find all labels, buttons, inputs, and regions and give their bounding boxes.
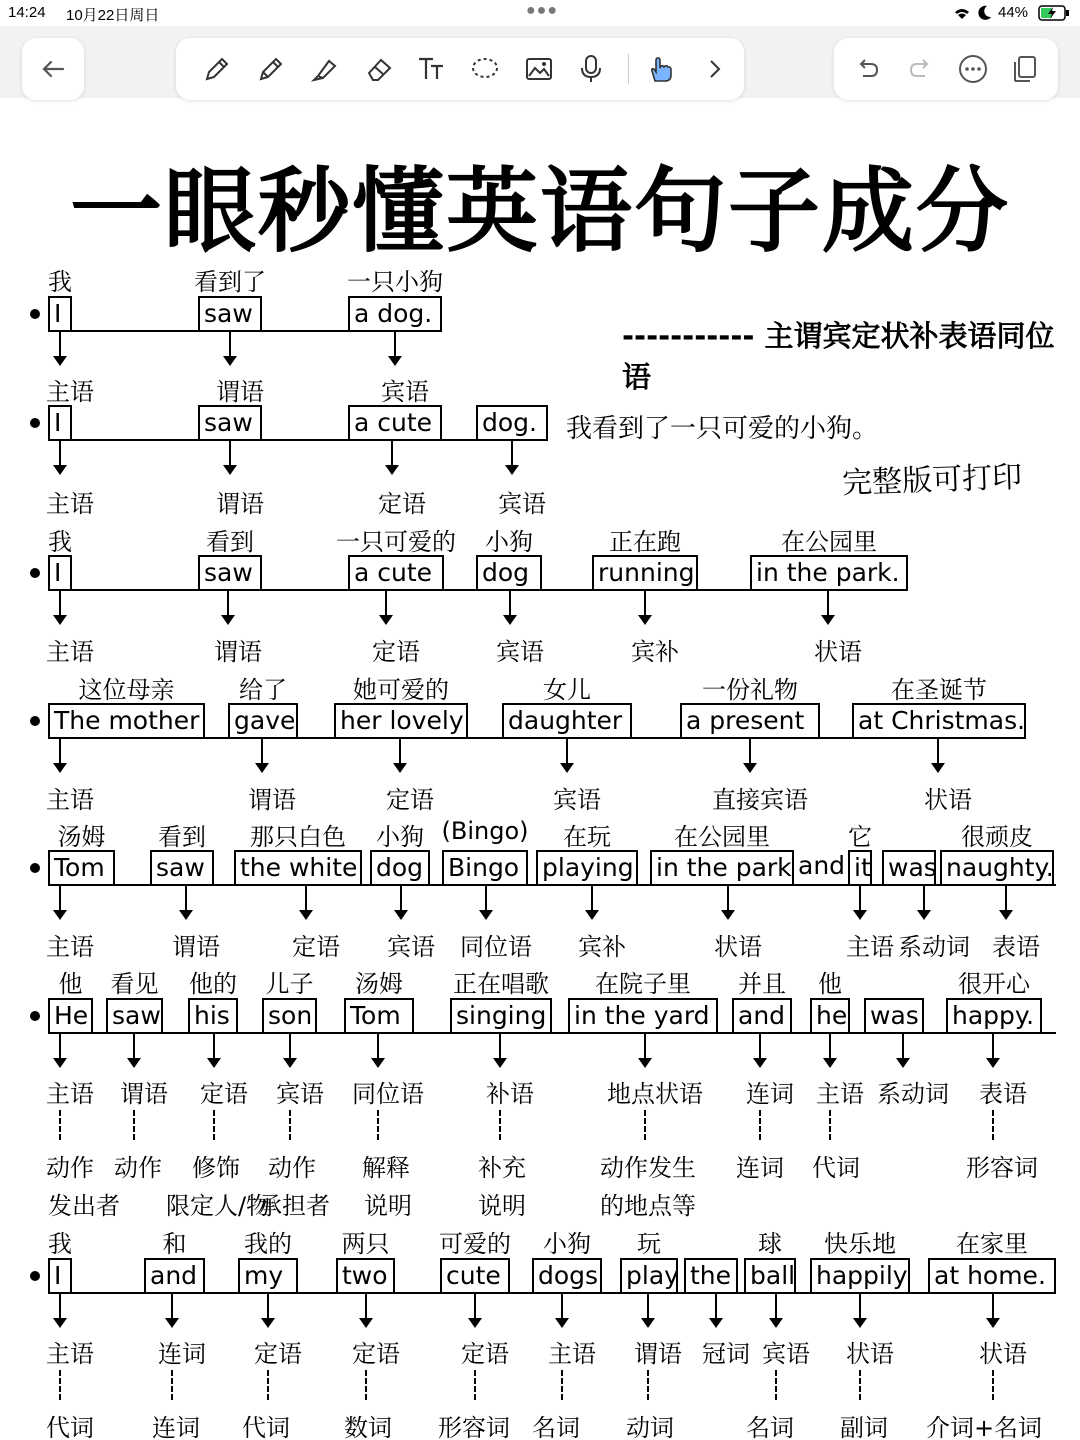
dashed-connector bbox=[474, 1370, 476, 1400]
chinese-gloss: 我 bbox=[48, 1230, 72, 1258]
down-arrow bbox=[715, 1294, 717, 1320]
down-arrow bbox=[644, 591, 646, 617]
bullet-dot bbox=[30, 1011, 40, 1021]
role-label: 地点状语 bbox=[607, 1080, 703, 1108]
role-label: 定语 bbox=[378, 490, 426, 518]
down-arrow bbox=[261, 739, 263, 765]
word-box: Bingo bbox=[442, 850, 528, 886]
explanation-line1: 动作 bbox=[268, 1154, 316, 1182]
word-box: Tom bbox=[48, 850, 115, 886]
down-arrow bbox=[227, 591, 229, 617]
role-label: 状语 bbox=[846, 1340, 894, 1368]
chinese-gloss: 看到 bbox=[158, 823, 206, 851]
role-label: 系动词 bbox=[877, 1080, 949, 1108]
role-label: 定语 bbox=[254, 1340, 302, 1368]
word-box: saw bbox=[198, 555, 262, 591]
explanation-line2: 限定人/物 bbox=[165, 1192, 271, 1220]
dashed-connector bbox=[289, 1110, 291, 1140]
word-box: I bbox=[48, 405, 72, 441]
word-box: he bbox=[810, 998, 850, 1034]
more-icon[interactable] bbox=[950, 38, 996, 100]
down-arrow bbox=[59, 1034, 61, 1060]
down-arrow bbox=[859, 1294, 861, 1320]
image-icon[interactable] bbox=[516, 38, 562, 100]
chinese-gloss: 快乐地 bbox=[824, 1230, 896, 1258]
down-arrow bbox=[923, 886, 925, 912]
role-label: 定语 bbox=[200, 1080, 248, 1108]
explanation-line2: 说明 bbox=[364, 1192, 412, 1220]
role-label: 主语 bbox=[46, 490, 94, 518]
explanation-line1: 连词 bbox=[152, 1414, 200, 1440]
redo-icon[interactable] bbox=[898, 38, 944, 100]
word-box: play bbox=[620, 1258, 678, 1294]
down-arrow bbox=[213, 1034, 215, 1060]
role-label: 宾语 bbox=[762, 1340, 810, 1368]
down-arrow bbox=[647, 1294, 649, 1320]
baseline bbox=[48, 439, 548, 441]
role-label: 宾语 bbox=[553, 786, 601, 814]
explanation-line1: 形容词 bbox=[966, 1154, 1038, 1182]
role-label: 直接宾语 bbox=[712, 786, 808, 814]
word-box: the bbox=[684, 1258, 738, 1294]
dashed-connector bbox=[365, 1370, 367, 1400]
explanation-line1: 连词 bbox=[736, 1154, 784, 1182]
chinese-gloss: 玩 bbox=[637, 1230, 661, 1258]
lasso-icon[interactable] bbox=[462, 38, 508, 100]
word-box: two bbox=[336, 1258, 395, 1294]
word-box: a present bbox=[680, 703, 820, 739]
dashed-connector bbox=[644, 1110, 646, 1140]
pencil-icon[interactable] bbox=[248, 38, 294, 100]
dashed-connector bbox=[213, 1110, 215, 1140]
down-arrow bbox=[827, 591, 829, 617]
down-arrow bbox=[133, 1034, 135, 1060]
word-box: a cute bbox=[348, 405, 442, 441]
multitask-dots-icon[interactable]: ●●● bbox=[526, 2, 558, 19]
role-label: 宾语 bbox=[496, 638, 544, 666]
word-box: a dog. bbox=[348, 296, 442, 332]
role-label: 表语 bbox=[992, 933, 1040, 961]
back-arrow-icon[interactable] bbox=[30, 38, 76, 100]
chinese-gloss: 小狗 bbox=[485, 528, 533, 556]
dashed-connector bbox=[759, 1110, 761, 1140]
down-arrow bbox=[365, 1294, 367, 1320]
wifi-icon bbox=[952, 6, 972, 20]
chinese-gloss: 球 bbox=[758, 1230, 782, 1258]
word-box: saw bbox=[198, 405, 262, 441]
down-arrow bbox=[859, 886, 861, 912]
chinese-gloss: 给了 bbox=[239, 676, 287, 704]
chinese-gloss: 汤姆 bbox=[355, 970, 403, 998]
dashed-connector bbox=[377, 1110, 379, 1140]
word-box: dogs bbox=[532, 1258, 602, 1294]
word-box: He bbox=[48, 998, 93, 1034]
chinese-gloss: 它 bbox=[848, 823, 872, 851]
dashed-connector bbox=[829, 1110, 831, 1140]
explanation-line1: 代词 bbox=[46, 1414, 94, 1440]
down-arrow bbox=[377, 1034, 379, 1060]
down-arrow bbox=[400, 886, 402, 912]
down-arrow bbox=[59, 1294, 61, 1320]
chinese-gloss: 和 bbox=[162, 1230, 187, 1258]
down-arrow bbox=[59, 332, 61, 358]
role-label: 谓语 bbox=[248, 786, 296, 814]
role-label: 谓语 bbox=[216, 490, 264, 518]
down-arrow bbox=[509, 591, 511, 617]
down-arrow bbox=[59, 739, 61, 765]
explanation-line1: 解释 bbox=[362, 1154, 410, 1182]
down-arrow bbox=[511, 441, 513, 467]
word-box: her lovely bbox=[334, 703, 468, 739]
word-box: dog bbox=[476, 555, 542, 591]
role-label: 状语 bbox=[714, 933, 762, 961]
role-label: 谓语 bbox=[120, 1080, 168, 1108]
chinese-gloss: 我 bbox=[48, 268, 72, 296]
role-label: 同位语 bbox=[352, 1080, 424, 1108]
bullet-dot bbox=[30, 863, 40, 873]
dashed-connector bbox=[992, 1370, 994, 1400]
word-box: in the yard bbox=[568, 998, 718, 1034]
down-arrow bbox=[229, 441, 231, 467]
chinese-gloss: 在家里 bbox=[956, 1230, 1028, 1258]
role-label: 连词 bbox=[746, 1080, 794, 1108]
explanation-line1: 介词+名词 bbox=[925, 1414, 1043, 1440]
chinese-gloss: 并且 bbox=[738, 970, 786, 998]
word-box: dog. bbox=[476, 405, 548, 441]
down-arrow bbox=[992, 1034, 994, 1060]
word-box: it bbox=[848, 850, 872, 886]
word-box: saw bbox=[150, 850, 214, 886]
side-note: ----------- 主谓宾定状补表语同位语 bbox=[622, 319, 1055, 394]
handwritten-note: 完整版可打印 bbox=[841, 459, 1023, 502]
role-label: 主语 bbox=[816, 1080, 864, 1108]
explanation-line1: 动作 bbox=[114, 1154, 162, 1182]
role-label: 定语 bbox=[352, 1340, 400, 1368]
role-label: 宾补 bbox=[631, 638, 679, 666]
down-arrow bbox=[399, 739, 401, 765]
chinese-gloss: 他 bbox=[58, 970, 83, 998]
word-box: in the park bbox=[650, 850, 794, 886]
explanation-line1: 名词 bbox=[746, 1414, 794, 1440]
eraser-icon[interactable] bbox=[356, 38, 402, 100]
role-label: 宾补 bbox=[578, 933, 626, 961]
word-box: running bbox=[592, 555, 698, 591]
role-label: 谓语 bbox=[172, 933, 220, 961]
role-label: 主语 bbox=[46, 378, 94, 406]
role-label: 定语 bbox=[292, 933, 340, 961]
role-label: 冠词 bbox=[702, 1340, 750, 1368]
down-arrow bbox=[185, 886, 187, 912]
word-box: cute bbox=[440, 1258, 510, 1294]
translation-text: 我看到了一只可爱的小狗。 bbox=[566, 414, 879, 444]
dashed-connector bbox=[775, 1370, 777, 1400]
explanation-line1: 动词 bbox=[626, 1414, 674, 1440]
word-box: my bbox=[238, 1258, 298, 1294]
role-label: 主语 bbox=[548, 1340, 596, 1368]
bullet-dot bbox=[30, 716, 40, 726]
word-box: playing bbox=[536, 850, 638, 886]
word-box: and bbox=[144, 1258, 205, 1294]
explanation-line1: 动作发生 bbox=[600, 1154, 696, 1182]
chinese-gloss: 正在唱歌 bbox=[453, 970, 549, 998]
word-box: I bbox=[48, 296, 72, 332]
word-box: saw bbox=[198, 296, 262, 332]
chinese-gloss: 那只白色 bbox=[250, 823, 346, 851]
down-arrow bbox=[485, 886, 487, 912]
word-box: singing bbox=[450, 998, 552, 1034]
role-label: 同位语 bbox=[460, 933, 532, 961]
role-label: 宾语 bbox=[387, 933, 435, 961]
role-label: 主语 bbox=[46, 933, 94, 961]
word-box: I bbox=[48, 1258, 72, 1294]
explanation-line2: 承担者 bbox=[258, 1192, 330, 1220]
word-box: in the park. bbox=[750, 555, 908, 591]
chinese-gloss: 我 bbox=[48, 528, 72, 556]
chinese-gloss: 女儿 bbox=[543, 676, 591, 704]
status-bar bbox=[0, 0, 1080, 26]
moon-icon bbox=[978, 5, 992, 21]
word-box: saw bbox=[106, 998, 163, 1034]
dashed-connector bbox=[992, 1110, 994, 1140]
pen-icon[interactable] bbox=[194, 38, 240, 100]
text-icon[interactable] bbox=[408, 38, 454, 100]
role-label: 连词 bbox=[158, 1340, 206, 1368]
explanation-line1: 数词 bbox=[344, 1414, 392, 1440]
down-arrow bbox=[561, 1294, 563, 1320]
explanation-line2: 的地点等 bbox=[600, 1192, 696, 1220]
role-label: 定语 bbox=[386, 786, 434, 814]
role-label: 状语 bbox=[979, 1340, 1027, 1368]
down-arrow bbox=[59, 591, 61, 617]
word-box: happily bbox=[810, 1258, 910, 1294]
role-label: 谓语 bbox=[634, 1340, 682, 1368]
battery-percent: 44% bbox=[998, 4, 1029, 21]
down-arrow bbox=[992, 1294, 994, 1320]
down-arrow bbox=[566, 739, 568, 765]
chinese-gloss: 我的 bbox=[244, 1230, 292, 1258]
down-arrow bbox=[644, 1034, 646, 1060]
chinese-gloss: 这位母亲 bbox=[78, 676, 175, 704]
chinese-gloss: 看到 bbox=[206, 528, 254, 556]
bullet-dot bbox=[30, 418, 40, 428]
dashed-connector bbox=[859, 1370, 861, 1400]
role-label: 宾语 bbox=[498, 490, 546, 518]
role-label: 宾语 bbox=[276, 1080, 324, 1108]
down-arrow bbox=[1005, 886, 1007, 912]
status-date: 10月22日周日 bbox=[66, 7, 160, 24]
down-arrow bbox=[267, 1294, 269, 1320]
dashed-connector bbox=[133, 1110, 135, 1140]
chinese-gloss: 小狗 bbox=[376, 823, 424, 851]
role-label: 状语 bbox=[814, 638, 862, 666]
down-arrow bbox=[499, 1034, 501, 1060]
dashed-connector bbox=[499, 1110, 501, 1140]
word-box: was bbox=[864, 998, 924, 1034]
down-arrow bbox=[591, 886, 593, 912]
down-arrow bbox=[229, 332, 231, 358]
word-box: and bbox=[732, 998, 792, 1034]
word-box: the white bbox=[234, 850, 362, 886]
role-label: 补语 bbox=[486, 1080, 534, 1108]
role-label: 谓语 bbox=[216, 378, 264, 406]
chevron-right-icon[interactable] bbox=[692, 38, 738, 100]
word-box: his bbox=[188, 998, 238, 1034]
explanation-line1: 代词 bbox=[242, 1414, 290, 1440]
down-arrow bbox=[289, 1034, 291, 1060]
role-label: 主语 bbox=[46, 1080, 94, 1108]
dashed-connector bbox=[59, 1110, 61, 1140]
down-arrow bbox=[171, 1294, 173, 1320]
microphone-icon[interactable] bbox=[568, 38, 614, 100]
word-box: naughty. bbox=[940, 850, 1054, 886]
down-arrow bbox=[829, 1034, 831, 1060]
chinese-gloss: 在玩 bbox=[563, 823, 611, 851]
page-title: 一眼秒懂英语句子成分 bbox=[69, 158, 1010, 265]
dashed-connector bbox=[59, 1370, 61, 1400]
down-arrow bbox=[759, 1034, 761, 1060]
bullet-dot bbox=[30, 1271, 40, 1281]
word-box: at Christmas. bbox=[852, 703, 1026, 739]
chinese-gloss: 一只可爱的 bbox=[336, 528, 456, 556]
explanation-line1: 形容词 bbox=[438, 1414, 510, 1440]
chinese-gloss: 可爱的 bbox=[439, 1230, 511, 1258]
down-arrow bbox=[394, 332, 396, 358]
chinese-gloss: 看到了 bbox=[194, 268, 266, 296]
chinese-gloss: 汤姆 bbox=[57, 823, 106, 851]
chinese-gloss: (Bingo) bbox=[441, 817, 529, 845]
role-label: 定语 bbox=[461, 1340, 509, 1368]
word-box: and bbox=[798, 851, 846, 880]
marker-icon[interactable] bbox=[302, 38, 348, 100]
explanation-line1: 代词 bbox=[812, 1154, 860, 1182]
role-label: 谓语 bbox=[214, 638, 262, 666]
chinese-gloss: 在院子里 bbox=[595, 970, 691, 998]
chinese-gloss: 在圣诞节 bbox=[891, 676, 987, 704]
word-box: son bbox=[262, 998, 317, 1034]
down-arrow bbox=[391, 441, 393, 467]
down-arrow bbox=[937, 739, 939, 765]
down-arrow bbox=[59, 441, 61, 467]
role-label: 定语 bbox=[372, 638, 420, 666]
chinese-gloss: 在公园里 bbox=[674, 823, 770, 851]
role-label: 主语 bbox=[46, 786, 94, 814]
role-label: 主语 bbox=[46, 638, 94, 666]
down-arrow bbox=[385, 591, 387, 617]
role-label: 主语 bbox=[846, 933, 894, 961]
explanation-line2: 发出者 bbox=[48, 1192, 120, 1220]
dashed-connector bbox=[171, 1370, 173, 1400]
word-box: dog bbox=[370, 850, 430, 886]
word-box: a cute bbox=[348, 555, 444, 591]
explanation-line1: 修饰 bbox=[192, 1154, 240, 1182]
chinese-gloss: 正在跑 bbox=[609, 528, 681, 556]
explanation-line1: 名词 bbox=[532, 1414, 580, 1440]
pages-icon[interactable] bbox=[1002, 38, 1048, 100]
chinese-gloss: 一只小狗 bbox=[347, 268, 443, 296]
hand-touch-icon[interactable] bbox=[638, 38, 684, 100]
down-arrow bbox=[902, 1034, 904, 1060]
role-label: 系动词 bbox=[898, 933, 970, 961]
status-time: 14:24 bbox=[8, 4, 46, 21]
action-bar bbox=[834, 38, 1058, 100]
down-arrow bbox=[727, 886, 729, 912]
dashed-connector bbox=[647, 1370, 649, 1400]
chinese-gloss: 小狗 bbox=[543, 1230, 591, 1258]
role-label: 主语 bbox=[46, 1340, 94, 1368]
explanation-line2: 说明 bbox=[478, 1192, 526, 1220]
chinese-gloss: 他 bbox=[818, 970, 842, 998]
down-arrow bbox=[775, 1294, 777, 1320]
chinese-gloss: 他的 bbox=[189, 970, 237, 998]
down-arrow bbox=[749, 739, 751, 765]
word-box: daughter bbox=[502, 703, 632, 739]
word-box: I bbox=[48, 555, 72, 591]
word-box: Tom bbox=[344, 998, 414, 1034]
chinese-gloss: 儿子 bbox=[265, 970, 314, 998]
dashed-connector bbox=[561, 1370, 563, 1400]
down-arrow bbox=[474, 1294, 476, 1320]
battery-icon bbox=[1038, 5, 1070, 21]
back-button[interactable] bbox=[22, 38, 84, 100]
word-box: happy. bbox=[946, 998, 1042, 1034]
chinese-gloss: 在公园里 bbox=[781, 528, 877, 556]
chinese-gloss: 两只 bbox=[341, 1230, 390, 1258]
word-box: was bbox=[882, 850, 936, 886]
down-arrow bbox=[59, 886, 61, 912]
chinese-gloss: 很开心 bbox=[958, 970, 1030, 998]
down-arrow bbox=[305, 886, 307, 912]
chinese-gloss: 一份礼物 bbox=[702, 676, 798, 704]
bullet-dot bbox=[30, 568, 40, 578]
chinese-gloss: 很顽皮 bbox=[961, 823, 1033, 851]
explanation-line1: 补充 bbox=[478, 1154, 526, 1182]
role-label: 表语 bbox=[979, 1080, 1027, 1108]
role-label: 宾语 bbox=[381, 378, 429, 406]
explanation-line1: 动作 bbox=[46, 1154, 94, 1182]
word-box: ball bbox=[744, 1258, 796, 1294]
bullet-dot bbox=[30, 309, 40, 319]
chinese-gloss: 看见 bbox=[110, 970, 159, 998]
explanation-line1: 副词 bbox=[840, 1414, 888, 1440]
word-box: The mother bbox=[48, 703, 205, 739]
dashed-connector bbox=[267, 1370, 269, 1400]
tool-palette bbox=[176, 38, 744, 100]
word-box: gave bbox=[228, 703, 298, 739]
role-label: 状语 bbox=[924, 786, 972, 814]
chinese-gloss: 她可爱的 bbox=[353, 676, 449, 704]
word-box: at home. bbox=[928, 1258, 1056, 1294]
undo-icon[interactable] bbox=[844, 38, 890, 100]
